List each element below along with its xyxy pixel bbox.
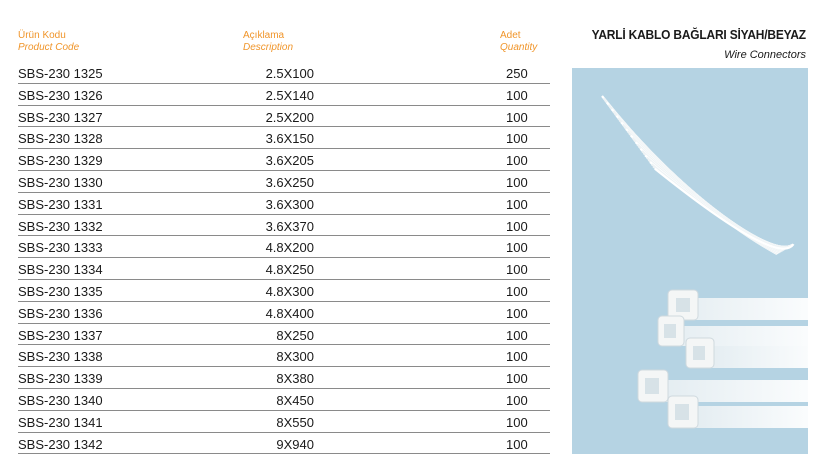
cable-tie-strand [602, 96, 777, 254]
column-header-description-tr: Açıklama [243, 30, 285, 41]
cable-tie-1 [668, 290, 808, 320]
product-code-cell: SBS-230 1327 [18, 109, 103, 125]
description-cell: 3.6X150 [265, 131, 314, 147]
column-header-description-en: Description [243, 42, 294, 53]
quantity-cell: 100 [506, 109, 528, 125]
description-cell: 2.5X200 [265, 109, 314, 125]
cable-tie-bundle [602, 96, 794, 254]
quantity-cell: 100 [506, 131, 528, 147]
product-code-cell: SBS-230 1334 [18, 262, 103, 278]
description-cell: 2.5X100 [265, 66, 314, 81]
table-row [18, 280, 550, 302]
product-code-cell: SBS-230 1340 [18, 392, 103, 408]
quantity-cell: 100 [506, 153, 528, 169]
table-row [18, 106, 550, 128]
table-row [18, 215, 550, 237]
product-code-cell: SBS-230 1330 [18, 174, 103, 190]
product-code-cell: SBS-230 1333 [18, 240, 103, 256]
cable-tie-4 [638, 370, 808, 402]
table-row [18, 389, 550, 411]
description-cell: 8X250 [276, 327, 314, 343]
table-row [18, 171, 550, 193]
product-code-cell: SBS-230 1332 [18, 218, 103, 234]
cable-tie-strand [616, 116, 781, 252]
cable-tie-strand [604, 98, 778, 254]
cable-tie-strand [613, 111, 780, 252]
description-cell: 4.8X200 [265, 240, 314, 256]
table-row [18, 236, 550, 258]
column-header-code [18, 30, 79, 54]
cable-ties-photo [572, 68, 808, 454]
column-header-quantity-tr: Adet [500, 30, 521, 41]
cable-tie-strand [624, 127, 784, 250]
product-code-cell: SBS-230 1325 [18, 66, 103, 81]
product-code-cell: SBS-230 1336 [18, 305, 103, 321]
product-code-cell: SBS-230 1339 [18, 371, 103, 387]
cable-tie-strand [629, 133, 785, 249]
cable-tie-strand [605, 100, 778, 253]
cable-ties-illustration [572, 68, 808, 454]
description-cell: 8X380 [276, 371, 314, 387]
quantity-cell: 250 [506, 66, 528, 81]
cable-tie-strand [626, 129, 785, 250]
cable-tie-strand [621, 122, 783, 250]
description-cell: 2.5X140 [265, 87, 314, 103]
description-cell: 3.6X250 [265, 174, 314, 190]
cable-tie-strand [632, 138, 786, 249]
table-row [18, 367, 550, 389]
cable-tie-strand [631, 136, 786, 249]
cable-tie-strand [628, 131, 785, 249]
product-code-cell: SBS-230 1342 [18, 436, 103, 452]
product-code-cell: SBS-230 1326 [18, 87, 103, 103]
quantity-cell: 100 [506, 196, 528, 212]
product-code-cell: SBS-230 1329 [18, 153, 103, 169]
column-header-code-en: Product Code [18, 42, 80, 53]
cable-tie-2 [658, 316, 808, 346]
table-row [18, 433, 550, 455]
quantity-cell: 100 [506, 262, 528, 278]
product-code-cell: SBS-230 1331 [18, 196, 103, 212]
cable-tie-strand [620, 120, 783, 251]
cable-tie-strand [623, 125, 784, 251]
quantity-cell: 100 [506, 414, 528, 430]
quantity-cell: 100 [506, 371, 528, 387]
product-code-cell: SBS-230 1337 [18, 327, 103, 343]
description-cell: 3.6X205 [265, 153, 314, 169]
product-code-cell: SBS-230 1335 [18, 283, 103, 299]
description-cell: 8X550 [276, 414, 314, 430]
product-code-cell: SBS-230 1341 [18, 414, 103, 430]
description-cell: 8X450 [276, 392, 314, 408]
table-row [18, 324, 550, 346]
description-cell: 3.6X370 [265, 218, 314, 234]
cable-tie-strand [608, 105, 779, 253]
cable-tie-strand [610, 107, 780, 253]
cable-tie-strand [612, 109, 780, 252]
quantity-cell: 100 [506, 392, 528, 408]
table-row [18, 84, 550, 106]
quantity-cell: 100 [506, 436, 528, 452]
column-header-quantity [500, 30, 537, 54]
product-code-cell: SBS-230 1338 [18, 349, 103, 365]
cable-tie-strand [615, 114, 781, 252]
table-row [18, 302, 550, 324]
quantity-cell: 100 [506, 240, 528, 256]
table-row [18, 127, 550, 149]
description-cell: 4.8X400 [265, 305, 314, 321]
quantity-cell: 100 [506, 87, 528, 103]
cable-tie-heads [638, 290, 808, 428]
description-cell: 8X300 [276, 349, 314, 365]
quantity-cell: 100 [506, 327, 528, 343]
quantity-cell: 100 [506, 218, 528, 234]
description-cell: 9X940 [276, 436, 314, 452]
table-row [18, 411, 550, 433]
column-header-code-tr: Ürün Kodu [18, 30, 66, 41]
table-row [18, 149, 550, 171]
product-code-cell: SBS-230 1328 [18, 131, 103, 147]
description-cell: 4.8X300 [265, 283, 314, 299]
cable-tie-strand [618, 118, 782, 251]
quantity-cell: 100 [506, 349, 528, 365]
table-row [18, 345, 550, 367]
product-table [18, 62, 550, 454]
cable-tie-strand [634, 140, 787, 248]
quantity-cell: 100 [506, 174, 528, 190]
table-row [18, 258, 550, 280]
table-row [18, 193, 550, 215]
column-header-description [243, 30, 293, 54]
description-cell: 4.8X250 [265, 262, 314, 278]
description-cell: 3.6X300 [265, 196, 314, 212]
cable-tie-strand [607, 103, 779, 254]
quantity-cell: 100 [506, 283, 528, 299]
product-title: YARLİ KABLO BAĞLARI SİYAH/BEYAZ [591, 27, 806, 42]
product-subtitle: Wire Connectors [724, 49, 806, 61]
column-header-quantity-en: Quantity [500, 42, 538, 53]
table-row [18, 62, 550, 84]
quantity-cell: 100 [506, 305, 528, 321]
